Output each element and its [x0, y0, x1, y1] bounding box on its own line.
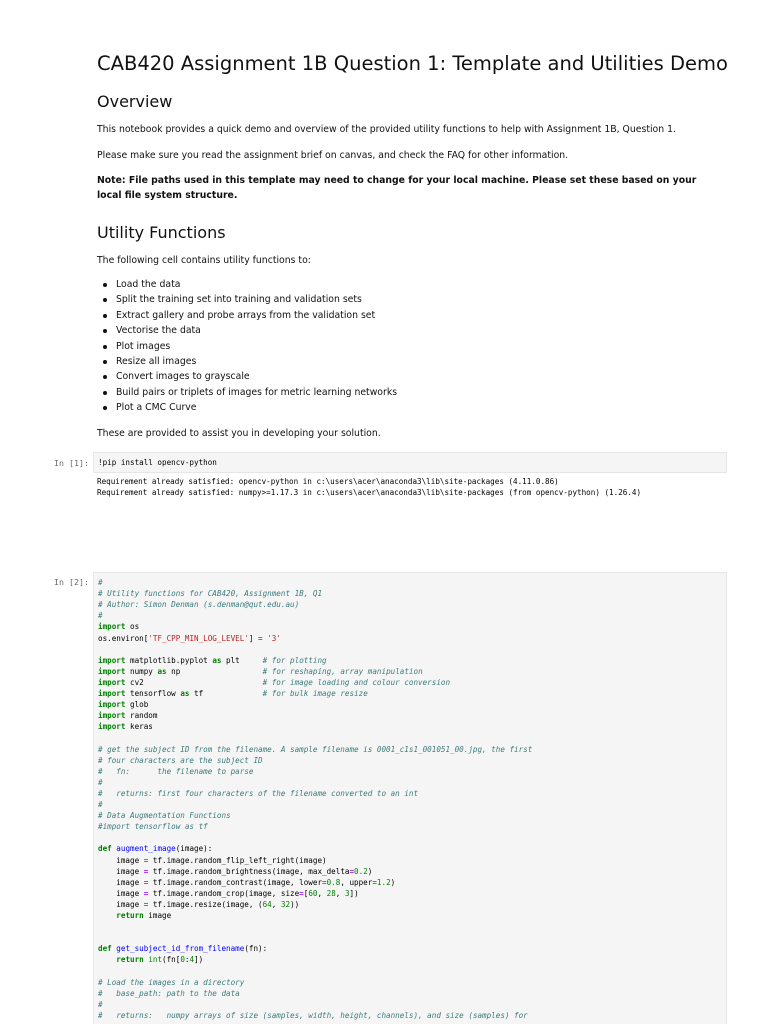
bullet-icon — [103, 283, 107, 287]
code-line: #import tensorflow as tf — [98, 822, 208, 832]
cell-2-prompt: In [2]: — [54, 577, 89, 587]
list-item: Plot a CMC Curve — [116, 400, 397, 415]
code-line: image = tf.image.random_contrast(image, lower=0.8, upper=1.2) — [98, 877, 396, 887]
code-line: import glob — [98, 700, 149, 710]
list-item: Vectorise the data — [116, 323, 397, 338]
overview-heading: Overview — [97, 92, 173, 111]
code-line: # — [98, 777, 103, 787]
code-line: import random — [98, 711, 158, 721]
bullet-icon — [103, 406, 107, 410]
bullet-icon — [103, 375, 107, 379]
code-line: # — [98, 611, 103, 621]
code-line: def get_subject_id_from_filename(fn): — [98, 944, 268, 954]
code-line: # four characters are the subject ID — [98, 755, 263, 765]
bullet-icon — [103, 329, 107, 333]
cell-1-output-line: Requirement already satisfied: numpy>=1.17.3 in c:\users\acer\anaconda3\lib\site-packages (from opencv-python) (1.26.4) — [97, 488, 642, 497]
code-line: image = tf.image.resize(image, (64, 32)) — [98, 899, 300, 909]
bullet-icon — [103, 314, 107, 318]
code-line: image = tf.image.random_flip_left_right(image) — [98, 855, 327, 865]
notebook-title: CAB420 Assignment 1B Question 1: Template and Utilities Demo — [97, 52, 728, 75]
code-line: # returns: numpy arrays of size (samples, width, height, channels), and size (samples) for — [98, 1010, 528, 1020]
cell-1-code-editor[interactable] — [93, 452, 727, 473]
code-line: # — [98, 578, 103, 587]
code-line: def augment_image(image): — [98, 844, 213, 854]
code-line: # Load the images in a directory — [98, 977, 245, 987]
code-line: # — [98, 800, 103, 809]
list-item: Resize all images — [116, 354, 397, 369]
code-line: # returns: first four characters of the filename converted to an int — [98, 788, 419, 798]
list-item: Convert images to grayscale — [116, 369, 397, 384]
list-item: Build pairs or triplets of images for metric learning networks — [116, 385, 397, 400]
code-line: import keras — [98, 722, 153, 732]
code-line: import cv2 # for image loading and colour conversion — [98, 677, 451, 687]
utility-functions-heading: Utility Functions — [97, 223, 226, 242]
list-item: Extract gallery and probe arrays from the validation set — [116, 308, 397, 323]
code-line: # Data Augmentation Functions — [98, 811, 231, 821]
list-item: Plot images — [116, 339, 397, 354]
file-path-note: Note: File paths used in this template may need to change for your local machine. Please set these based on your local file system structure. — [97, 175, 697, 201]
utility-intro: The following cell contains utility functions to: — [97, 255, 311, 266]
bullet-icon — [103, 298, 107, 302]
bullet-icon — [103, 391, 107, 395]
overview-paragraph-2: Please make sure you read the assignment brief on canvas, and check the FAQ for other information. — [97, 150, 569, 161]
cell-1-output-line: Requirement already satisfied: opencv-python in c:\users\acer\anaconda3\lib\site-packages (4.11.0.86) — [97, 477, 559, 486]
code-line: image = tf.image.random_brightness(image, max_delta=0.2) — [98, 866, 373, 876]
bullet-icon — [103, 345, 107, 349]
utility-list — [97, 277, 397, 416]
code-line: import numpy as np # for reshaping, array manipulation — [98, 666, 423, 676]
list-item: Load the data — [116, 277, 397, 292]
code-line: # Utility functions for CAB420, Assignment 1B, Q1 — [98, 589, 323, 599]
code-line: image = tf.image.random_crop(image, size=[60, 28, 3]) — [98, 888, 359, 898]
code-line: import tensorflow as tf # for bulk image resize — [98, 689, 368, 698]
code-line: # fn: the filename to parse — [98, 766, 254, 776]
cell-2-code-editor[interactable] — [93, 572, 727, 1024]
code-line: # — [98, 999, 103, 1009]
code-line: # base_path: path to the data — [98, 988, 240, 998]
code-line: # Author: Simon Denman (s.denman@qut.edu.au) — [98, 600, 300, 610]
code-line: # get the subject ID from the filename. A sample filename is 0001_c1s1_001051_00.jpg, the first — [98, 744, 533, 754]
code-line: import matplotlib.pyplot as plt # for plotting — [98, 655, 327, 665]
utility-outro: These are provided to assist you in developing your solution. — [97, 428, 381, 439]
cell-1-prompt: In [1]: — [54, 458, 89, 468]
list-item: Split the training set into training and validation sets — [116, 292, 397, 307]
code-line: !pip install opencv-python — [98, 458, 217, 467]
code-line: return image — [116, 911, 172, 920]
code-line: return int(fn[0:4]) — [116, 955, 204, 965]
bullet-icon — [103, 360, 107, 364]
overview-paragraph-1: This notebook provides a quick demo and overview of the provided utility functions to help with Assignment 1B, Question 1. — [97, 124, 676, 135]
code-line: os.environ['TF_CPP_MIN_LOG_LEVEL'] = '3' — [98, 633, 281, 643]
code-line: import os — [98, 622, 140, 632]
